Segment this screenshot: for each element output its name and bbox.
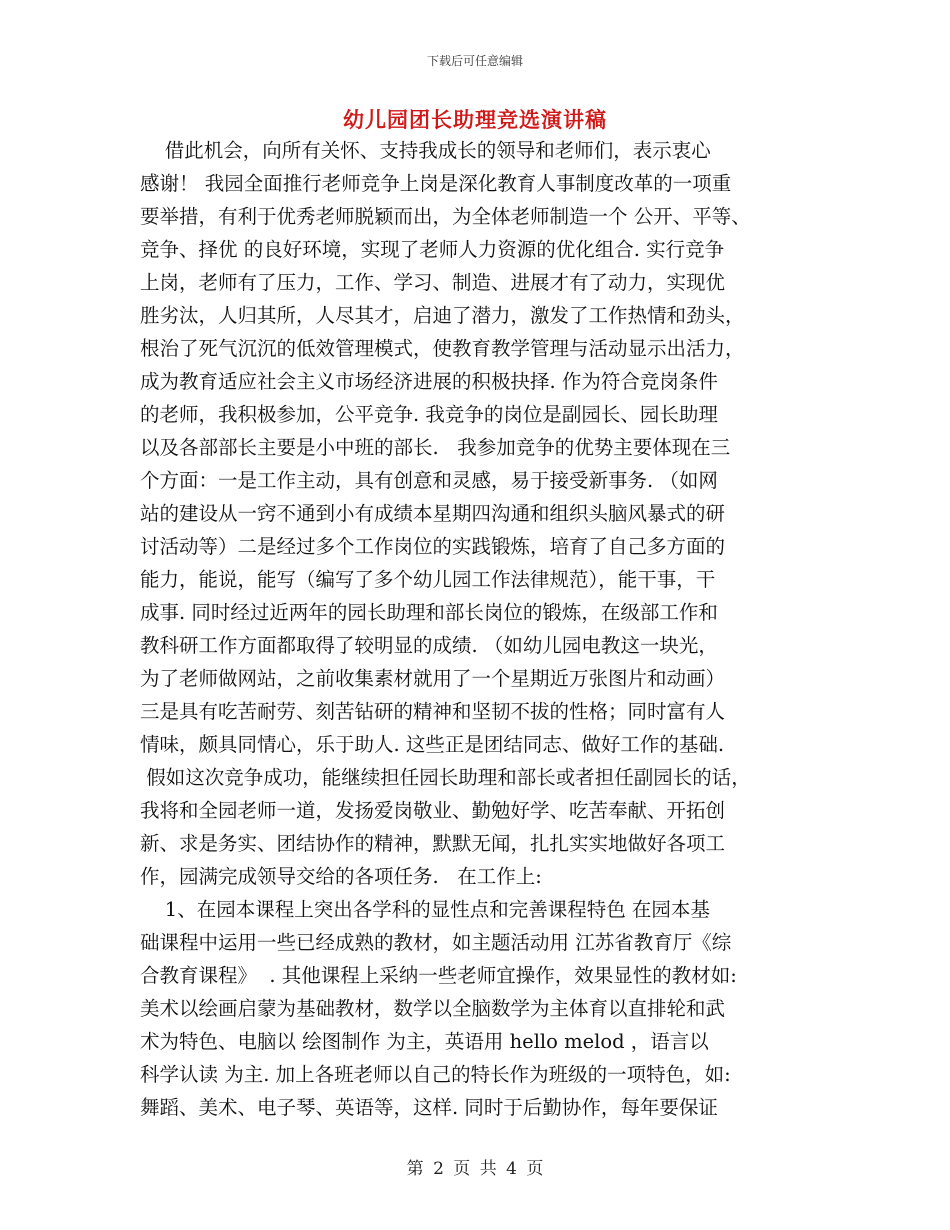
text-line: 个方面：一是工作主动，具有创意和灵感，易于接受新事务. （如网 [140,469,718,492]
text-line: 的老师，我积极参加，公平竞争. 我竞争的岗位是副园长、园长助理 [140,403,718,426]
text-line: 上岗，老师有了压力，工作、学习、制造、进展才有了动力，实现优 [140,271,726,294]
text-line: 要举措，有利于优秀老师脱颖而出，为全体老师制造一个 公开、平等、 [140,205,751,228]
text-line: 术为特色、电脑以 绘图制作 为主，英语用 hello melod ，语言以 [140,1030,709,1053]
text-line: 科学认读 为主. 加上各班老师以自己的特长作为班级的一项特色，如: [140,1063,731,1086]
text-line: 舞蹈、美术、电子琴、英语等，这样. 同时于后勤协作，每年要保证 [140,1096,718,1119]
text-line: 讨活动等）二是经过多个工作岗位的实践锻炼，培育了自己多方面的 [140,535,726,558]
text-line: 能力，能说，能写（编写了多个幼儿园工作法律规范），能干事，干 [140,568,716,591]
text-line: 1、在园本课程上突出各学科的显性点和完善课程特色 在园本基 [140,898,710,921]
text-line: 站的建设从一窍不通到小有成绩本星期四沟通和组织头脑风暴式的研 [140,502,726,525]
text-line: 教科研工作方面都取得了较明显的成绩. （如幼儿园电教这一块光， [140,634,718,657]
text-line: 美术以绘画启蒙为基础教材，数学以全脑数学为主体育以直排轮和武 [140,997,726,1020]
text-line: 假如这次竞争成功，能继续担任园长助理和部长或者担任副园长的话， [140,766,751,789]
text-line: 情味，颇具同情心，乐于助人. 这些正是团结同志、做好工作的基础. [140,733,725,756]
text-line: 感谢！ 我园全面推行老师竞争上岗是深化教育人事制度改革的一项重 [140,172,732,195]
page-header: 下载后可任意编辑 [426,54,523,68]
body-text [140,134,830,1124]
text-line: 新、求是务实、团结协作的精神，默默无闻，扎扎实实地做好各项工 [140,832,726,855]
text-line: 借此机会，向所有关怀、支持我成长的领导和老师们，表示衷心 [140,139,711,162]
text-line: 合教育课程》 . 其他课程上采纳一些老师宜操作，效果显性的教材如: [140,964,737,987]
text-line: 以及各部部长主要是小中班的部长. 我参加竞争的优势主要体现在三 [140,436,731,459]
document-title: 幼儿园团长助理竞选演讲稿 [343,107,607,132]
text-line: 成事. 同时经过近两年的园长助理和部长岗位的锻炼，在级部工作和 [140,601,718,624]
text-line: 成为教育适应社会主义市场经济进展的积极抉择. 作为符合竞岗条件 [140,370,718,393]
text-line: 我将和全园老师一道，发扬爱岗敬业、勤勉好学、吃苦奉献、开拓创 [140,799,726,822]
text-line: 三是具有吃苦耐劳、刻苦钻研的精神和坚韧不拔的性格；同时富有人 [140,700,726,723]
text-line: 作，园满完成领导交给的各项任务. 在工作上: [140,865,542,888]
text-line: 为了老师做网站，之前收集素材就用了一个星期近万张图片和动画） [140,667,726,690]
page-number-footer: 第 2 页 共 4 页 [406,1159,544,1179]
text-line: 竞争、择优 的良好环境，实现了老师人力资源的优化组合. 实行竞争 [140,238,725,261]
text-line: 胜劣汰，人归其所，人尽其才，启迪了潜力，激发了工作热情和劲头， [140,304,745,327]
text-line: 础课程中运用一些已经成熟的教材，如主题活动用 江苏省教育厅《综 [140,931,732,954]
text-line: 根治了死气沉沉的低效管理模式，使教育教学管理与活动显示出活力， [140,337,745,360]
